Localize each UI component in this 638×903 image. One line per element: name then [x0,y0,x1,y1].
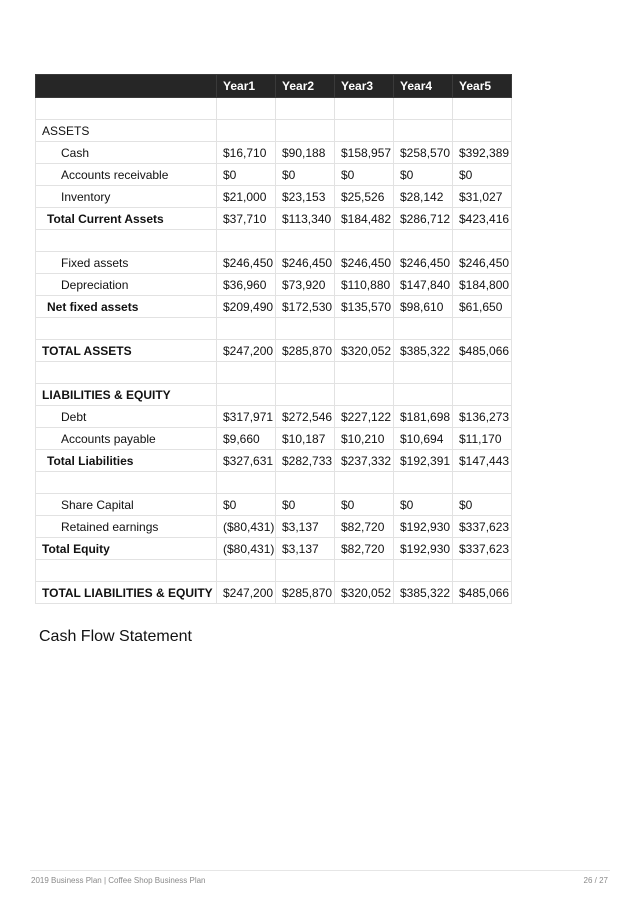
cell-year5: $31,027 [453,186,512,208]
cell-year1: $36,960 [217,274,276,296]
cell-year4 [394,120,453,142]
cell-year3 [335,230,394,252]
cell-year3: $10,210 [335,428,394,450]
cell-year1 [217,472,276,494]
row-label: TOTAL ASSETS [36,340,217,362]
row-label: Total Equity [36,538,217,560]
cell-year5 [453,384,512,406]
cell-year2 [276,230,335,252]
cell-year1: $0 [217,494,276,516]
cell-year4: $147,840 [394,274,453,296]
cell-year3 [335,120,394,142]
cell-year3: $184,482 [335,208,394,230]
cell-year5: $246,450 [453,252,512,274]
table-row [36,516,512,538]
table-row [36,164,512,186]
cell-year2 [276,120,335,142]
cell-year5: $392,389 [453,142,512,164]
column-header-label [36,75,217,98]
balance-sheet-table [35,74,512,604]
table-row [36,208,512,230]
cell-year4: $0 [394,494,453,516]
cell-year1: $9,660 [217,428,276,450]
cell-year2: $23,153 [276,186,335,208]
cell-year5 [453,230,512,252]
cell-year2: $272,546 [276,406,335,428]
cell-year3: $25,526 [335,186,394,208]
cell-year4: $385,322 [394,582,453,604]
column-header-year5: Year5 [453,75,512,98]
table-row [36,384,512,406]
cell-year1: ($80,431) [217,516,276,538]
cell-year5 [453,120,512,142]
table-row [36,186,512,208]
cell-year3: $82,720 [335,538,394,560]
row-label: Total Liabilities [36,450,217,472]
cell-year2 [276,98,335,120]
cell-year2: $10,187 [276,428,335,450]
cell-year2 [276,560,335,582]
cell-year3: $237,332 [335,450,394,472]
cell-year4 [394,230,453,252]
cell-year4: $286,712 [394,208,453,230]
cell-year5: $0 [453,164,512,186]
table-row [36,582,512,604]
cell-year1 [217,362,276,384]
cell-year5: $147,443 [453,450,512,472]
cell-year2: $0 [276,494,335,516]
cell-year4 [394,472,453,494]
table-body [36,98,512,604]
cell-year5 [453,362,512,384]
cell-year5: $184,800 [453,274,512,296]
cell-year1 [217,384,276,406]
row-label [36,230,217,252]
column-header-year2: Year2 [276,75,335,98]
cell-year4: $28,142 [394,186,453,208]
cell-year1 [217,318,276,340]
cell-year3: $135,570 [335,296,394,318]
table-row [36,340,512,362]
cell-year5: $423,416 [453,208,512,230]
table-row [36,428,512,450]
cell-year2 [276,362,335,384]
row-label: Total Current Assets [36,208,217,230]
cell-year1: $247,200 [217,582,276,604]
cell-year3: $110,880 [335,274,394,296]
cell-year1 [217,230,276,252]
cell-year4: $385,322 [394,340,453,362]
cell-year2: $0 [276,164,335,186]
cell-year1: ($80,431) [217,538,276,560]
cell-year5: $0 [453,494,512,516]
cell-year1: $16,710 [217,142,276,164]
cell-year3 [335,560,394,582]
cell-year5: $337,623 [453,538,512,560]
cell-year1: $317,971 [217,406,276,428]
cell-year4: $98,610 [394,296,453,318]
cell-year4 [394,362,453,384]
cell-year4: $181,698 [394,406,453,428]
row-label: Accounts payable [36,428,217,450]
cell-year1 [217,120,276,142]
header-row [36,75,512,98]
cell-year2: $90,188 [276,142,335,164]
cell-year3: $82,720 [335,516,394,538]
cell-year4: $246,450 [394,252,453,274]
cell-year5: $11,170 [453,428,512,450]
row-label [36,318,217,340]
cell-year3: $320,052 [335,340,394,362]
cell-year2 [276,318,335,340]
cell-year3 [335,472,394,494]
cell-year2: $172,530 [276,296,335,318]
cell-year4 [394,98,453,120]
cell-year5: $337,623 [453,516,512,538]
cell-year4 [394,560,453,582]
row-label [36,560,217,582]
cell-year2 [276,472,335,494]
table-row [36,98,512,120]
row-label: LIABILITIES & EQUITY [36,384,217,406]
cell-year5 [453,472,512,494]
cell-year3: $0 [335,164,394,186]
row-label: ASSETS [36,120,217,142]
table-row [36,538,512,560]
row-label: Inventory [36,186,217,208]
cell-year1: $209,490 [217,296,276,318]
cell-year4 [394,384,453,406]
cell-year2 [276,384,335,406]
table-row [36,472,512,494]
cell-year4: $258,570 [394,142,453,164]
cell-year5 [453,560,512,582]
column-header-year3: Year3 [335,75,394,98]
cell-year4: $192,391 [394,450,453,472]
row-label: Cash [36,142,217,164]
table-row [36,494,512,516]
cell-year1 [217,98,276,120]
cell-year2: $73,920 [276,274,335,296]
cell-year2: $113,340 [276,208,335,230]
table-row [36,142,512,164]
column-header-year1: Year1 [217,75,276,98]
cell-year5 [453,318,512,340]
footer-page-number: 26 / 27 [583,876,608,885]
cell-year1: $21,000 [217,186,276,208]
cell-year2: $246,450 [276,252,335,274]
cell-year1: $247,200 [217,340,276,362]
row-label: Net fixed assets [36,296,217,318]
table-header [36,75,512,98]
cell-year5: $136,273 [453,406,512,428]
cell-year1: $0 [217,164,276,186]
table-row [36,296,512,318]
cell-year3: $320,052 [335,582,394,604]
table-row [36,560,512,582]
cell-year5: $485,066 [453,582,512,604]
cell-year2: $285,870 [276,340,335,362]
cell-year3 [335,98,394,120]
table-row [36,406,512,428]
cell-year3 [335,384,394,406]
cell-year2: $3,137 [276,516,335,538]
row-label: Retained earnings [36,516,217,538]
cell-year1 [217,560,276,582]
cell-year5: $485,066 [453,340,512,362]
table-row [36,318,512,340]
cell-year1: $37,710 [217,208,276,230]
cell-year4: $192,930 [394,516,453,538]
row-label [36,98,217,120]
cell-year3 [335,362,394,384]
table-row [36,274,512,296]
table-row [36,450,512,472]
cell-year3 [335,318,394,340]
cell-year4: $0 [394,164,453,186]
cell-year4: $10,694 [394,428,453,450]
cell-year2: $282,733 [276,450,335,472]
cell-year4: $192,930 [394,538,453,560]
section-title: Cash Flow Statement [39,628,192,645]
footer-document-title: 2019 Business Plan | Coffee Shop Business Plan [31,876,206,885]
cell-year3: $158,957 [335,142,394,164]
cell-year5: $61,650 [453,296,512,318]
footer-divider [30,870,610,871]
row-label: Fixed assets [36,252,217,274]
cell-year3: $246,450 [335,252,394,274]
cell-year3: $0 [335,494,394,516]
table-row [36,362,512,384]
cell-year2: $3,137 [276,538,335,560]
row-label [36,472,217,494]
cell-year3: $227,122 [335,406,394,428]
row-label: Accounts receivable [36,164,217,186]
table-row [36,252,512,274]
table-row [36,120,512,142]
row-label: Depreciation [36,274,217,296]
row-label [36,362,217,384]
cell-year5 [453,98,512,120]
table-row [36,230,512,252]
cell-year4 [394,318,453,340]
cell-year1: $246,450 [217,252,276,274]
row-label: Share Capital [36,494,217,516]
cell-year1: $327,631 [217,450,276,472]
row-label: Debt [36,406,217,428]
column-header-year4: Year4 [394,75,453,98]
row-label: TOTAL LIABILITIES & EQUITY [36,582,217,604]
cell-year2: $285,870 [276,582,335,604]
